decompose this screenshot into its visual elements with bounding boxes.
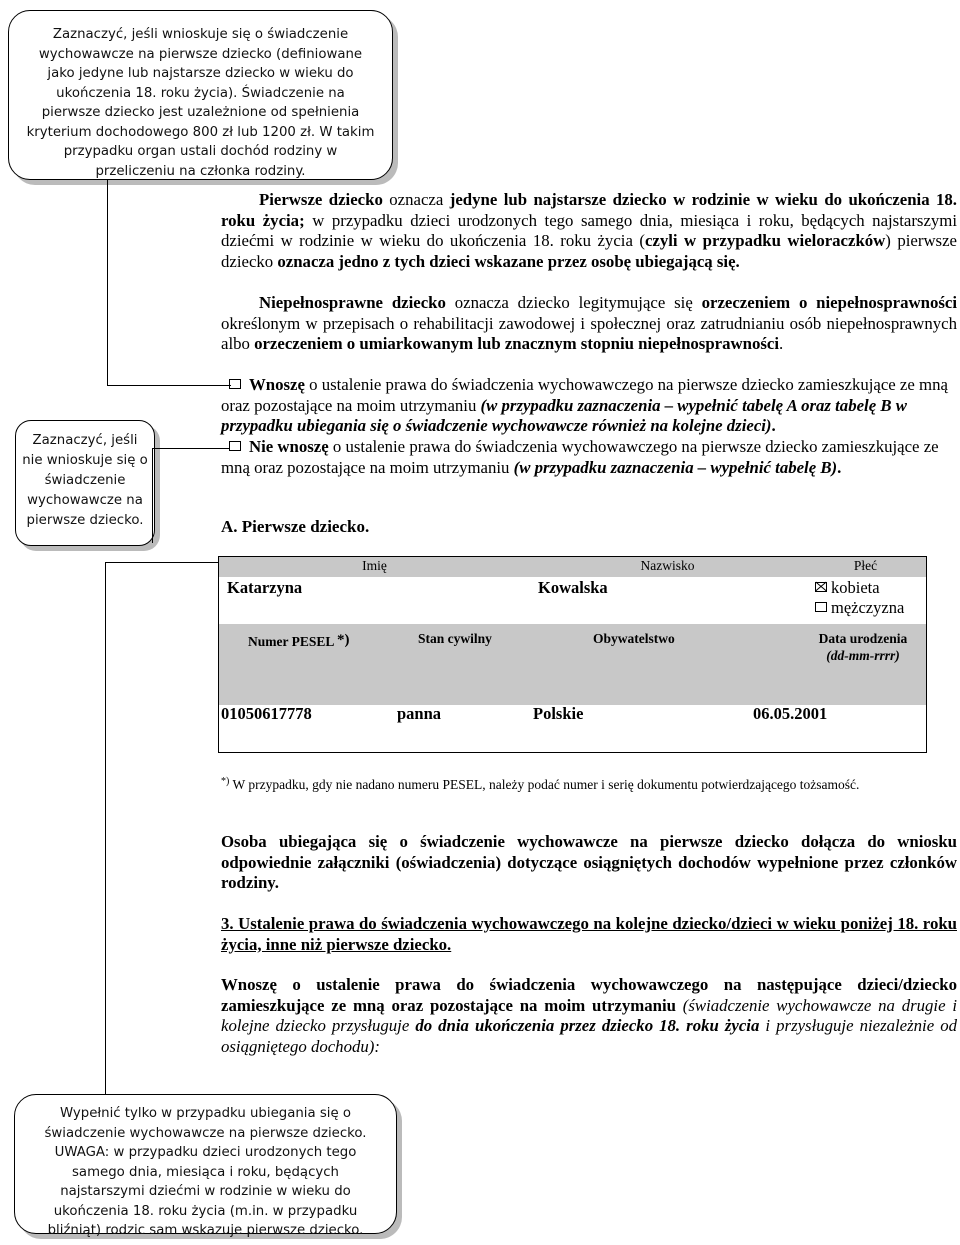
callout-fill-info (14, 1094, 397, 1238)
value-first-name[interactable]: Katarzyna (227, 578, 303, 597)
value-civil-status[interactable]: panna (397, 704, 442, 723)
connector-bottom-vertical (105, 562, 106, 1094)
connector-bottom-horizontal (105, 562, 233, 563)
section-a-title: A. Pierwsze dziecko. (221, 517, 370, 536)
not-apply-checkbox[interactable] (229, 441, 241, 451)
callout-bottom-text: Wypełnić tylko w przypadku ubiegania się o świadczenie wychowawcze na pierwsze dziecko. UWAGA: w przypadku dzieci urodzonych tego samego dnia, miesiąca i roku, będących najstarszymi dziećmi w rodzinie w wieku do ukończenia 18. roku życia (m.in. w przypadku bliźniąt) rodzic sam wskazuje pierwsze dziecko. (44, 1106, 367, 1238)
callout-middle-text: Zaznaczyć, jeśli nie wnioskuje się o świadczenie wychowawcze na pierwsze dziecko. (22, 433, 148, 528)
section-3-title: 3. Ustalenie prawa do świadczenia wychowawczego na kolejne dziecko/dzieci w wieku poniżej 18. roku życia, inne niż pierwsze dziecko. (221, 914, 957, 954)
header-birth-format: (dd-mm-rrrr) (826, 648, 900, 663)
request-paragraph: Wnoszę o ustalenie prawa do świadczenia wychowawczego na następujące dzieci/dziecko zamieszkujące ze mną oraz pozostające na moim utrzymaniu (świadczenie wychowawcze na drugie i kolejne dziecko przysługuje do dnia ukończenia przez dziecko 18. roku życia i przysługuje niezależnie od osiągniętego dochodu): (221, 975, 958, 1056)
value-birth-date[interactable]: 06.05.2001 (753, 704, 828, 723)
value-citizenship[interactable]: Polskie (533, 704, 584, 723)
connector-mid-horizontal (152, 448, 229, 449)
attachments-paragraph: Osoba ubiegająca się o świadczenie wychowawcze na pierwsze dziecko dołącza do wniosku odpowiednie załączniki (oświadczenia) dotyczące osiągniętych dochodów wypełnione przez członków rodziny. (221, 832, 957, 893)
definition-disabled-child: Niepełnosprawne dziecko oznacza dziecko legitymujące się orzeczeniem o niepełnosprawności określonym w przepisach o rehabilitacji zawodowej i społecznej oraz zatrudnianiu osób niepełnosprawnych albo orzeczeniem o umiarkowanym lub znacznym stopniu niepełnosprawności. (221, 293, 957, 354)
sex-option-male[interactable]: mężczyzna (815, 598, 904, 618)
connector-mid-vertical (152, 448, 153, 543)
header-sex: Płeć (853, 558, 878, 573)
pesel-footnote: *) W przypadku, gdy nie nadano numeru PESEL, należy podać numer i serię dokumentu potwierdzającego tożsamość. (221, 776, 860, 792)
table-left-line (218, 556, 219, 753)
definition-first-child-term: Pierwsze dziecko (259, 190, 383, 209)
callout-top-text: Zaznaczyć, jeśli wnioskuje się o świadczenie wychowawcze na pierwsze dziecko (definiowane jako jedyne lub najstarsze dziecko w wieku do ukończenia 18. roku życia). Świadczenie na pierwsze dziecko jest uzależnione od spełnienia kryterium dochodowego 800 zł lub 1200 zł. W takim przypadku organ ustali dochód rodziny w przeliczeniu na członka rodziny. (26, 27, 375, 179)
definition-disabled-child-term: Niepełnosprawne dziecko (259, 293, 446, 312)
header-pesel: Numer PESEL *) (248, 632, 350, 649)
header-civil-status: Stan cywilny (418, 631, 492, 646)
table-bottom-line (218, 752, 927, 753)
callout-not-apply-info (15, 420, 155, 546)
value-pesel[interactable]: 01050617778 (221, 704, 312, 723)
callout-first-child-info (8, 10, 393, 180)
option-apply: Wnoszę o ustalenie prawa do świadczenia wychowawczego na pierwsze dziecko zamieszkujące ze mną oraz pozostające na moim utrzymaniu (w przypadku zaznaczenia – wypełnić tabelę A oraz tabelę B w przypadku ubiegania się o świadczenie wychowawcze również na kolejne dzieci). (221, 375, 948, 436)
female-checkbox[interactable] (815, 582, 827, 592)
header-first-name: Imię (362, 558, 387, 573)
male-checkbox[interactable] (815, 602, 827, 612)
definition-first-child: Pierwsze dziecko oznacza jedyne lub najstarsze dziecko w rodzinie w wieku do ukończenia 18. roku życia; w przypadku dzieci urodzonych tego samego dnia, miesiąca i roku, będących najstarszymi dziećmi w rodzinie w wieku do ukończenia 18. roku życia (czyli w przypadku wieloraczków) pierwsze dziecko oznacza jedno z tych dzieci wskazane przez osobę ubiegającą się. (221, 190, 957, 271)
connector-top-horizontal (107, 385, 231, 386)
child-table (218, 556, 927, 753)
apply-checkbox[interactable] (229, 379, 241, 389)
header-last-name: Nazwisko (640, 558, 695, 573)
option-not-apply: Nie wnoszę o ustalenie prawa do świadczenia wychowawczego na pierwsze dziecko zamieszkujące ze mną oraz pozostające na moim utrzymaniu (w przypadku zaznaczenia – wypełnić tabelę B). (221, 437, 939, 477)
header-birth-date: Data urodzenia (818, 631, 908, 646)
header-citizenship: Obywatelstwo (593, 631, 675, 646)
connector-top-vertical (107, 180, 108, 385)
value-last-name[interactable]: Kowalska (538, 578, 608, 597)
sex-option-female[interactable]: kobieta (815, 578, 880, 598)
